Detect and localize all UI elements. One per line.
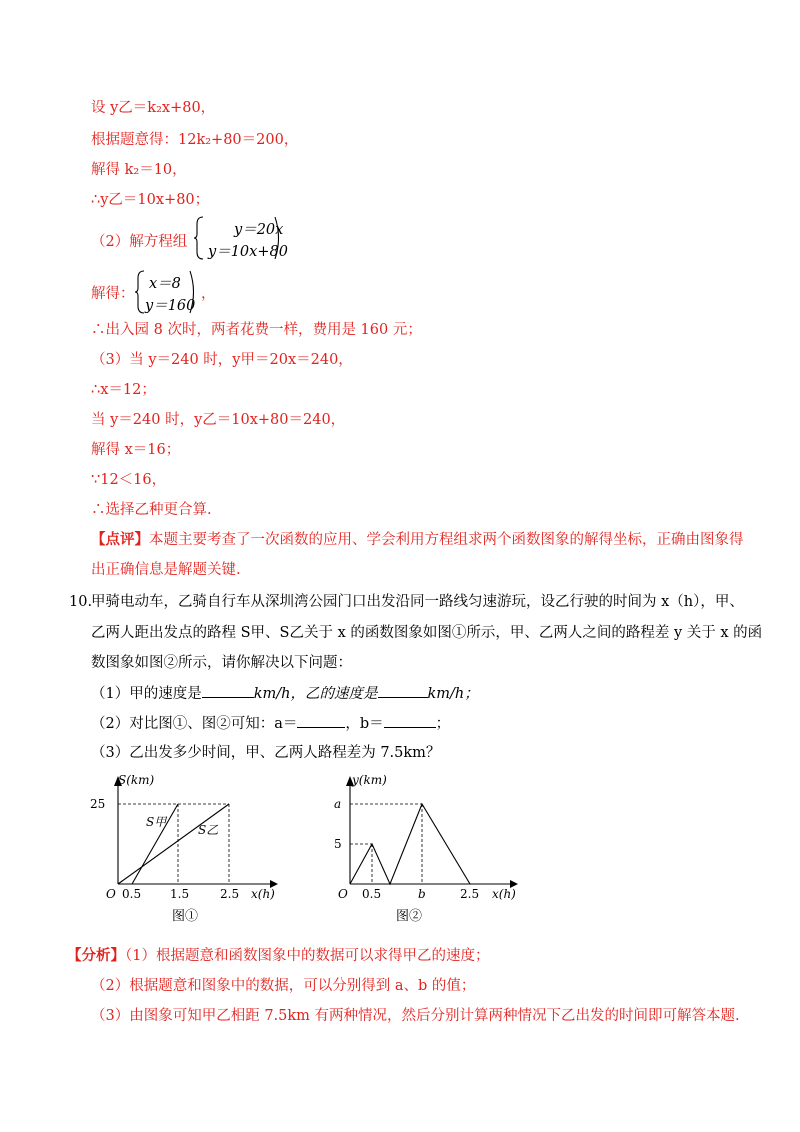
sub-question-3: （3）乙出发多少时间，甲、乙两人路程差为 7.5km？ bbox=[91, 745, 441, 761]
fig1-origin: O bbox=[106, 887, 116, 901]
q2-part-b: ，b＝ bbox=[345, 716, 384, 732]
solution-line-13: ∴选择乙种更合算. bbox=[91, 502, 212, 518]
analysis-line-2: （2）根据题意和图象中的数据，可以分别得到 a、b 的值； bbox=[91, 978, 476, 994]
solution-line-11: 解得 x＝16； bbox=[91, 442, 181, 458]
system1-row-2: y＝10x+80 bbox=[208, 244, 288, 260]
review-tag: 【点评】 bbox=[91, 531, 149, 548]
left-brace-icon bbox=[135, 270, 145, 314]
analysis-line-3: （3）由图象可知甲乙相距 7.5km 有两种情况，然后分别计算两种情况下乙出发的时间即可解答本题. bbox=[91, 1008, 740, 1024]
fig1-x-tick-1-5: 1.5 bbox=[170, 887, 190, 901]
q1-part-a: （1）甲的速度是 bbox=[91, 686, 202, 702]
review-text-1: 本题主要考查了一次函数的应用、学会利用方程组求两个函数图象的解得坐标，正确由图象得 bbox=[149, 532, 744, 548]
question-paragraph-3: 数图象如图②所示，请你解决以下问题： bbox=[91, 655, 352, 671]
right-paren-icon bbox=[189, 270, 199, 314]
system2-row-2: y＝160 bbox=[145, 298, 196, 314]
left-brace-icon bbox=[194, 216, 204, 260]
answer-blank-b[interactable] bbox=[384, 713, 436, 728]
fig1-caption: 图① bbox=[172, 909, 199, 924]
fig1-x-label: x(h) bbox=[251, 887, 275, 901]
solution-line-12: ∵12＜16， bbox=[91, 472, 167, 488]
fig2-y-label: y(km) bbox=[352, 773, 387, 787]
question-paragraph-2: 乙两人距出发点的路程 S甲、S乙关于 x 的函数图象如图①所示，甲、乙两人之间的路程差 y 关于 x 的函 bbox=[91, 625, 763, 641]
q2-part-a: （2）对比图①、图②可知：a＝ bbox=[91, 716, 298, 732]
fig2-caption: 图② bbox=[396, 909, 423, 924]
answer-blank-a[interactable] bbox=[297, 713, 345, 728]
fig2-x-tick-2-5: 2.5 bbox=[460, 887, 480, 901]
review-paragraph-line-1 bbox=[91, 530, 744, 550]
figure-2-graph bbox=[326, 770, 526, 932]
q2-part-c: ； bbox=[435, 716, 451, 732]
sub-question-1 bbox=[91, 683, 479, 704]
fig1-x-tick-0-5: 0.5 bbox=[122, 887, 142, 901]
system2-row-1: x＝8 bbox=[149, 276, 181, 292]
solution-line-4: ∴y乙＝10x+80； bbox=[91, 192, 210, 208]
answer-blank-jia-speed[interactable] bbox=[202, 683, 254, 698]
fig2-x-tick-0-5: 0.5 bbox=[362, 887, 382, 901]
solution-line-5: （2）解方程组 bbox=[91, 234, 188, 250]
fig2-origin: O bbox=[338, 887, 348, 901]
equation-system-1 bbox=[194, 216, 288, 262]
question-number: 10. bbox=[69, 594, 93, 610]
analysis-line-1 bbox=[67, 946, 489, 966]
fig1-y-label: S(km) bbox=[118, 773, 155, 787]
solution-line-3: 解得 k₂＝10， bbox=[91, 162, 187, 178]
solution-line-10: 当 y＝240 时，y乙＝10x+80＝240， bbox=[91, 412, 346, 428]
solution-line-1: 设 y乙＝k₂x+80， bbox=[91, 100, 216, 116]
solution-line-8: （3）当 y＝240 时，y甲＝20x＝240， bbox=[91, 352, 353, 368]
solution-line-6: 解得： bbox=[91, 286, 135, 302]
q1-part-c: km/h； bbox=[427, 686, 479, 702]
analysis-tag: 【分析】 bbox=[67, 947, 125, 964]
solution-line-6-suffix: ， bbox=[201, 286, 216, 302]
right-paren-icon bbox=[274, 216, 284, 260]
fig2-x-label: x(h) bbox=[492, 887, 516, 901]
analysis-text-1: （1）根据题意和函数图象中的数据可以求得甲乙的速度； bbox=[125, 948, 490, 964]
solution-line-7: ∴出入园 8 次时，两者花费一样，费用是 160 元； bbox=[91, 322, 422, 338]
sub-question-2 bbox=[91, 713, 450, 734]
fig2-y-tick-a: a bbox=[334, 797, 342, 811]
fig1-series-yi-label: S乙 bbox=[198, 823, 219, 837]
review-text-2: 出正确信息是解题关键. bbox=[91, 562, 241, 578]
fig1-series-jia-label: S甲 bbox=[146, 815, 167, 829]
fig1-y-tick-25: 25 bbox=[90, 797, 106, 811]
fig2-y-tick-5: 5 bbox=[334, 837, 342, 851]
q1-part-b: km/h，乙的速度是 bbox=[253, 686, 378, 702]
figure-1-graph bbox=[88, 770, 288, 932]
answer-blank-yi-speed[interactable] bbox=[378, 683, 428, 698]
system1-row-1: y＝20x bbox=[234, 222, 284, 238]
solution-line-2: 根据题意得：12k₂+80＝200， bbox=[91, 132, 299, 148]
solution-line-9: ∴x＝12； bbox=[91, 382, 156, 398]
equation-system-2 bbox=[135, 270, 201, 316]
fig1-line-yi bbox=[118, 804, 229, 884]
question-paragraph-1: 甲骑电动车，乙骑自行车从深圳湾公园门口出发沿同一路线匀速游玩，设乙行驶的时间为 x（h），甲、 bbox=[91, 594, 744, 610]
fig2-x-tick-b: b bbox=[418, 887, 426, 901]
fig1-x-tick-2-5: 2.5 bbox=[220, 887, 240, 901]
